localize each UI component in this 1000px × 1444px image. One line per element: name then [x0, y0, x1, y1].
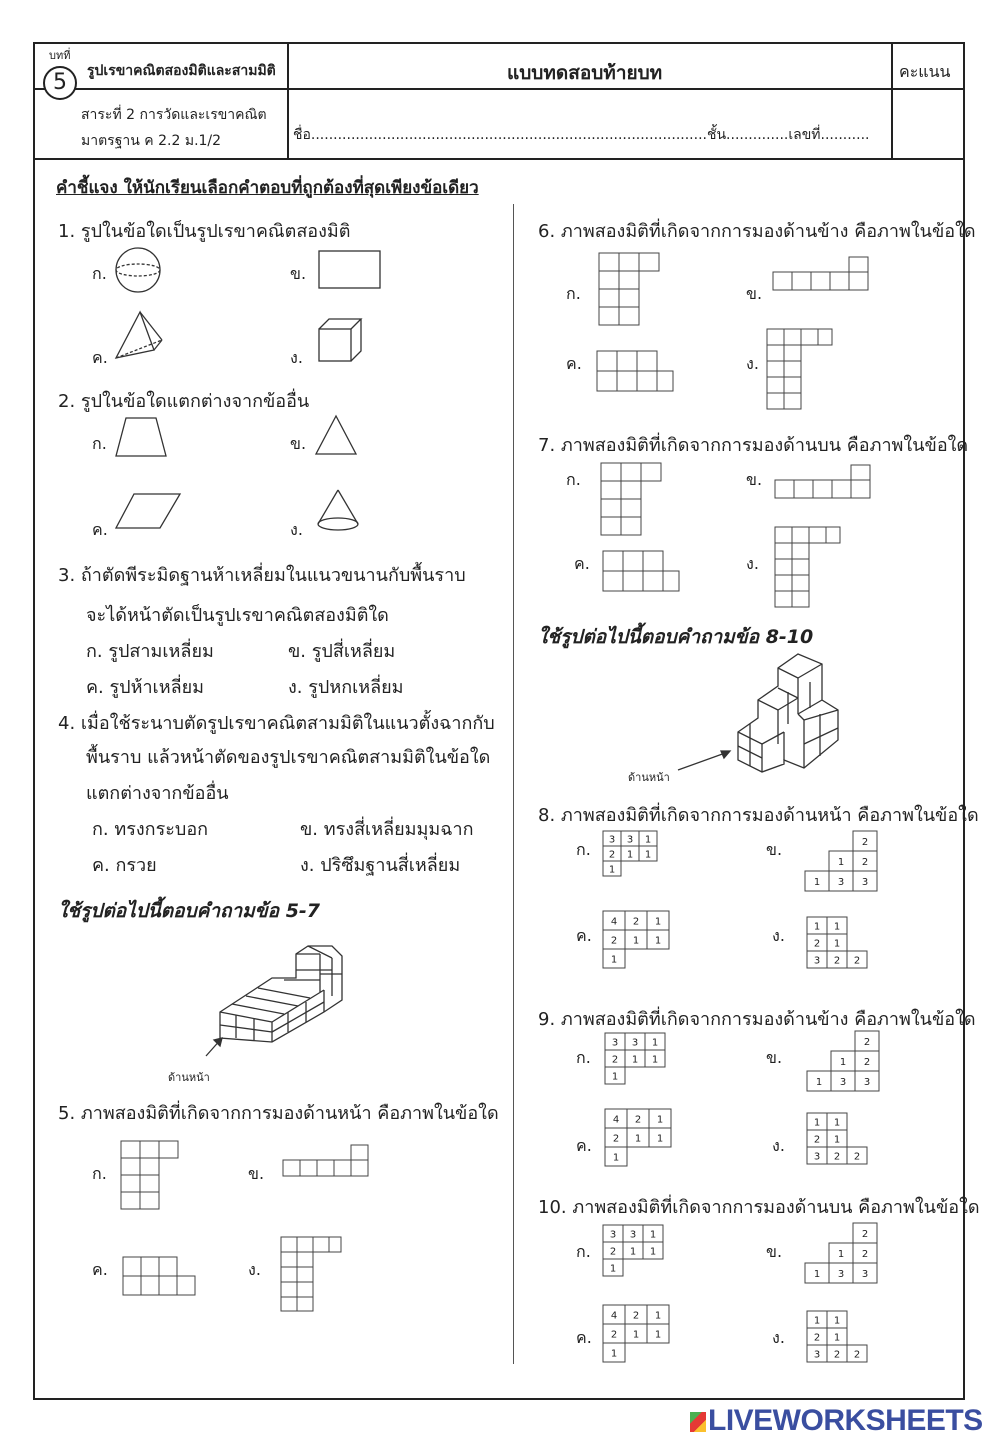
question-4-line-3: แตกต่างจากข้ออื่น — [86, 783, 229, 804]
q9-choice-a[interactable]: ก. — [576, 1048, 591, 1067]
grid-cell-number: 1 — [651, 1054, 659, 1066]
q5-choice-a[interactable]: ก. — [92, 1164, 107, 1183]
grid-cell-number: 2 — [813, 938, 821, 950]
grid-cell-number: 3 — [626, 834, 634, 846]
cube-stack-figure-1 — [212, 930, 362, 1050]
q10-grid-a — [602, 1224, 682, 1290]
grid-cell-number: 1 — [649, 1246, 657, 1258]
grid-cell-number: 2 — [611, 1054, 619, 1066]
q9-choice-c[interactable]: ค. — [576, 1136, 592, 1155]
grid-cell-number: 1 — [644, 849, 652, 861]
question-4-line-2: พื้นราบ แล้วหน้าตัดของรูปเรขาคณิตสามมิติในข้อใด — [86, 747, 491, 768]
grid-cell-number: 1 — [634, 1133, 642, 1145]
q2-choice-d[interactable]: ง. — [290, 520, 303, 539]
grid-cell-number: 2 — [853, 955, 861, 967]
q3-choice-a[interactable]: ก. รูปสามเหลี่ยม — [86, 641, 214, 662]
grid-cell-number: 1 — [833, 921, 841, 933]
pyramid-icon — [114, 310, 166, 362]
grid-cell-number: 3 — [608, 834, 616, 846]
grid-cell-number: 2 — [861, 1249, 869, 1260]
grid-cell-number: 3 — [861, 1269, 869, 1280]
grid-cell-number: 1 — [654, 1329, 662, 1341]
trapezoid-icon — [114, 416, 170, 460]
grid-cell-number: 2 — [833, 1349, 841, 1361]
sphere-icon — [112, 246, 168, 296]
q5-choice-c[interactable]: ค. — [92, 1260, 108, 1279]
grid-cell-number: 1 — [837, 857, 845, 868]
rectangle-icon — [318, 250, 382, 290]
chapter-label: บทที่ — [49, 49, 71, 62]
grid-cell-number: 1 — [654, 935, 662, 947]
grid-cell-number: 2 — [634, 1114, 642, 1126]
grid-cell-number: 3 — [629, 1229, 637, 1241]
q9-choice-b[interactable]: ข. — [766, 1048, 783, 1067]
grid-cell-number: 1 — [833, 1134, 841, 1146]
header-col-line-2 — [891, 44, 893, 160]
grid-cell-number: 2 — [861, 837, 869, 848]
q6-grid-b — [772, 256, 872, 294]
q2-choice-a[interactable]: ก. — [92, 434, 107, 453]
grid-cell-number: 2 — [610, 935, 618, 947]
grid-cell-number: 1 — [608, 864, 616, 876]
q1-choice-b[interactable]: ข. — [290, 264, 307, 283]
grid-cell-number: 3 — [611, 1037, 619, 1049]
q9-grid-b — [806, 1030, 886, 1096]
name-line[interactable]: ชื่อ.........................................................................................ชั้น..............เลขที่........... — [293, 127, 870, 143]
question-4-line-1: 4. เมื่อใช้ระนาบตัดรูปเรขาคณิตสามมิติในแนวตั้งฉากกับ — [58, 713, 495, 734]
q6-grid-a — [598, 252, 664, 328]
cone-icon — [314, 488, 362, 534]
question-7: 7. ภาพสองมิติที่เกิดจากการมองด้านบน คือภาพในข้อใด — [538, 435, 969, 456]
q10-choice-b[interactable]: ข. — [766, 1242, 783, 1261]
q6-choice-c[interactable]: ค. — [566, 354, 582, 373]
q3-choice-d[interactable]: ง. รูปหกเหลี่ยม — [288, 677, 404, 698]
q3-choice-b[interactable]: ข. รูปสี่เหลี่ยม — [288, 641, 396, 662]
grid-cell-number: 1 — [631, 1054, 639, 1066]
grid-cell-number: 1 — [651, 1037, 659, 1049]
grid-cell-number: 1 — [610, 954, 618, 966]
q5-choice-d[interactable]: ง. — [248, 1260, 261, 1279]
grid-cell-number: 2 — [863, 1057, 871, 1068]
grid-cell-number: 2 — [632, 1310, 640, 1322]
q9-grid-a — [604, 1032, 684, 1098]
q10-choice-a[interactable]: ก. — [576, 1242, 591, 1261]
header-bottom-line — [35, 158, 963, 160]
q2-choice-b[interactable]: ข. — [290, 434, 307, 453]
grid-cell-number: 4 — [610, 1310, 618, 1322]
q5-grid-a — [120, 1140, 184, 1214]
grid-cell-number: 1 — [837, 1249, 845, 1260]
test-title: แบบทดสอบท้ายบท — [507, 62, 663, 84]
q10-grid-b — [804, 1222, 884, 1288]
grid-cell-number: 1 — [654, 1310, 662, 1322]
grid-cell-number: 1 — [833, 1332, 841, 1344]
triangle-icon — [314, 414, 360, 458]
q8-grid-b — [804, 830, 884, 896]
q8-choice-b[interactable]: ข. — [766, 840, 783, 859]
grid-cell-number: 3 — [813, 1151, 821, 1163]
q5-choice-b[interactable]: ข. — [248, 1164, 265, 1183]
grid-cell-number: 2 — [861, 857, 869, 868]
q5-grid-d — [280, 1236, 344, 1314]
chapter-number-badge: 5 — [43, 66, 77, 100]
grid-cell-number: 1 — [656, 1133, 664, 1145]
q4-choice-c[interactable]: ค. กรวย — [92, 855, 157, 876]
grid-cell-number: 1 — [813, 1315, 821, 1327]
grid-cell-number: 3 — [837, 1269, 845, 1280]
grid-cell-number: 2 — [609, 1246, 617, 1258]
q2-choice-c[interactable]: ค. — [92, 520, 108, 539]
grid-cell-number: 1 — [649, 1229, 657, 1241]
logo-icon — [690, 1412, 706, 1432]
grid-cell-number: 1 — [632, 1329, 640, 1341]
grid-cell-number: 1 — [833, 938, 841, 950]
q6-grid-d — [766, 328, 836, 414]
q9-choice-d[interactable]: ง. — [772, 1136, 785, 1155]
q7-choice-d[interactable]: ง. — [746, 554, 759, 573]
grid-cell-number: 2 — [612, 1133, 620, 1145]
q10-choice-d[interactable]: ง. — [772, 1328, 785, 1347]
q7-grid-d — [774, 526, 844, 612]
q1-choice-a[interactable]: ก. — [92, 264, 107, 283]
q8-choice-d[interactable]: ง. — [772, 926, 785, 945]
instructions: คำชี้แจง ให้นักเรียนเลือกคำตอบที่ถูกต้องที่สุดเพียงข้อเดียว — [56, 178, 479, 198]
grid-cell-number: 4 — [610, 916, 618, 928]
q8-grid-d — [806, 916, 886, 984]
column-divider — [513, 204, 514, 1364]
q7-grid-a — [600, 462, 666, 538]
grid-cell-number: 1 — [813, 877, 821, 888]
grid-cell-number: 3 — [813, 955, 821, 967]
grid-cell-number: 1 — [813, 921, 821, 933]
grid-cell-number: 1 — [611, 1071, 619, 1083]
front-label-2: ด้านหน้า — [628, 771, 670, 784]
grid-cell-number: 1 — [833, 1315, 841, 1327]
strand-text: สาระที่ 2 การวัดและเรขาคณิต — [81, 107, 267, 123]
grid-cell-number: 1 — [839, 1057, 847, 1068]
grid-cell-number: 1 — [654, 916, 662, 928]
grid-cell-number: 3 — [861, 877, 869, 888]
grid-cell-number: 2 — [861, 1229, 869, 1240]
q10-choice-c[interactable]: ค. — [576, 1328, 592, 1347]
grid-cell-number: 1 — [644, 834, 652, 846]
arrow-icon — [204, 1032, 234, 1060]
q4-choice-b[interactable]: ข. ทรงสี่เหลี่ยมมุมฉาก — [300, 819, 474, 840]
q7-choice-b[interactable]: ข. — [746, 470, 763, 489]
q7-choice-a[interactable]: ก. — [566, 470, 581, 489]
parallelogram-icon — [114, 492, 182, 532]
question-2: 2. รูปในข้อใดแตกต่างจากข้ออื่น — [58, 391, 310, 412]
front-label-1: ด้านหน้า — [168, 1071, 210, 1084]
grid-cell-number: 3 — [863, 1077, 871, 1088]
q8-choice-c[interactable]: ค. — [576, 926, 592, 945]
q6-choice-d[interactable]: ง. — [746, 354, 759, 373]
grid-cell-number: 3 — [631, 1037, 639, 1049]
question-8: 8. ภาพสองมิติที่เกิดจากการมองด้านหน้า คือภาพในข้อใด — [538, 805, 979, 826]
question-3-line-2: จะได้หน้าตัดเป็นรูปเรขาคณิตสองมิติใด — [86, 605, 389, 626]
question-6: 6. ภาพสองมิติที่เกิดจากการมองด้านข้าง คือภาพในข้อใด — [538, 221, 976, 242]
standard-text: มาตรฐาน ค 2.2 ม.1/2 — [81, 133, 222, 149]
grid-cell-number: 4 — [612, 1114, 620, 1126]
q9-grid-c — [604, 1108, 684, 1178]
grid-cell-number: 2 — [833, 1151, 841, 1163]
grid-cell-number: 1 — [813, 1269, 821, 1280]
q5-grid-c — [122, 1256, 202, 1300]
q10-grid-d — [806, 1310, 886, 1378]
header-divider — [35, 88, 963, 90]
grid-cell-number: 3 — [837, 877, 845, 888]
q8-grid-c — [602, 910, 682, 980]
q4-choice-a[interactable]: ก. ทรงกระบอก — [92, 819, 209, 840]
grid-cell-number: 1 — [833, 1117, 841, 1129]
q7-grid-c — [602, 550, 686, 596]
q6-grid-c — [596, 350, 680, 396]
score-label: คะแนน — [899, 62, 951, 81]
header-col-line-1 — [287, 44, 289, 160]
q7-choice-c[interactable]: ค. — [574, 554, 590, 573]
grid-cell-number: 1 — [632, 935, 640, 947]
question-10: 10. ภาพสองมิติที่เกิดจากการมองด้านบน คือภาพในข้อใด — [538, 1197, 980, 1218]
q1-choice-d[interactable]: ง. — [290, 348, 303, 367]
instruction-8-10: ใช้รูปต่อไปนี้ตอบคำถามข้อ 8-10 — [538, 626, 814, 648]
grid-cell-number: 3 — [839, 1077, 847, 1088]
grid-cell-number: 1 — [629, 1246, 637, 1258]
chapter-title: รูปเรขาคณิตสองมิติและสามมิติ — [87, 63, 276, 79]
q6-choice-b[interactable]: ข. — [746, 284, 763, 303]
grid-cell-number: 1 — [609, 1263, 617, 1275]
q6-choice-a[interactable]: ก. — [566, 284, 581, 303]
grid-cell-number: 2 — [813, 1134, 821, 1146]
q3-choice-c[interactable]: ค. รูปห้าเหลี่ยม — [86, 677, 205, 698]
q4-choice-d[interactable]: ง. ปริซึมฐานสี่เหลี่ยม — [300, 855, 461, 876]
liveworksheets-logo — [690, 1404, 983, 1438]
cube-icon — [318, 318, 364, 364]
cube-stack-figure-2 — [734, 648, 844, 774]
instruction-5-7: ใช้รูปต่อไปนี้ตอบคำถามข้อ 5-7 — [58, 900, 321, 922]
grid-cell-number: 2 — [608, 849, 616, 861]
grid-cell-number: 3 — [609, 1229, 617, 1241]
logo-text: LIVEWORKSHEETS — [708, 1404, 983, 1437]
grid-cell-number: 2 — [813, 1332, 821, 1344]
grid-cell-number: 2 — [833, 955, 841, 967]
grid-cell-number: 2 — [853, 1151, 861, 1163]
grid-cell-number: 3 — [813, 1349, 821, 1361]
q8-choice-a[interactable]: ก. — [576, 840, 591, 859]
question-3-line-1: 3. ถ้าตัดพีระมิดฐานห้าเหลี่ยมในแนวขนานกับพื้นราบ — [58, 565, 466, 586]
grid-cell-number: 1 — [610, 1348, 618, 1360]
grid-cell-number: 1 — [612, 1152, 620, 1164]
grid-cell-number: 2 — [610, 1329, 618, 1341]
question-9: 9. ภาพสองมิติที่เกิดจากการมองด้านข้าง คือภาพในข้อใด — [538, 1009, 976, 1030]
grid-cell-number: 2 — [632, 916, 640, 928]
q1-choice-c[interactable]: ค. — [92, 348, 108, 367]
grid-cell-number: 2 — [853, 1349, 861, 1361]
grid-cell-number: 2 — [863, 1037, 871, 1048]
grid-cell-number: 1 — [626, 849, 634, 861]
q10-grid-c — [602, 1304, 682, 1374]
question-5: 5. ภาพสองมิติที่เกิดจากการมองด้านหน้า คือภาพในข้อใด — [58, 1103, 499, 1124]
arrow-icon — [676, 746, 736, 776]
grid-cell-number: 1 — [656, 1114, 664, 1126]
q7-grid-b — [774, 464, 874, 502]
q5-grid-b — [282, 1144, 372, 1180]
question-1: 1. รูปในข้อใดเป็นรูปเรขาคณิตสองมิติ — [58, 221, 351, 242]
grid-cell-number: 1 — [813, 1117, 821, 1129]
q9-grid-d — [806, 1112, 886, 1180]
grid-cell-number: 1 — [815, 1077, 823, 1088]
q8-grid-a — [602, 830, 682, 896]
